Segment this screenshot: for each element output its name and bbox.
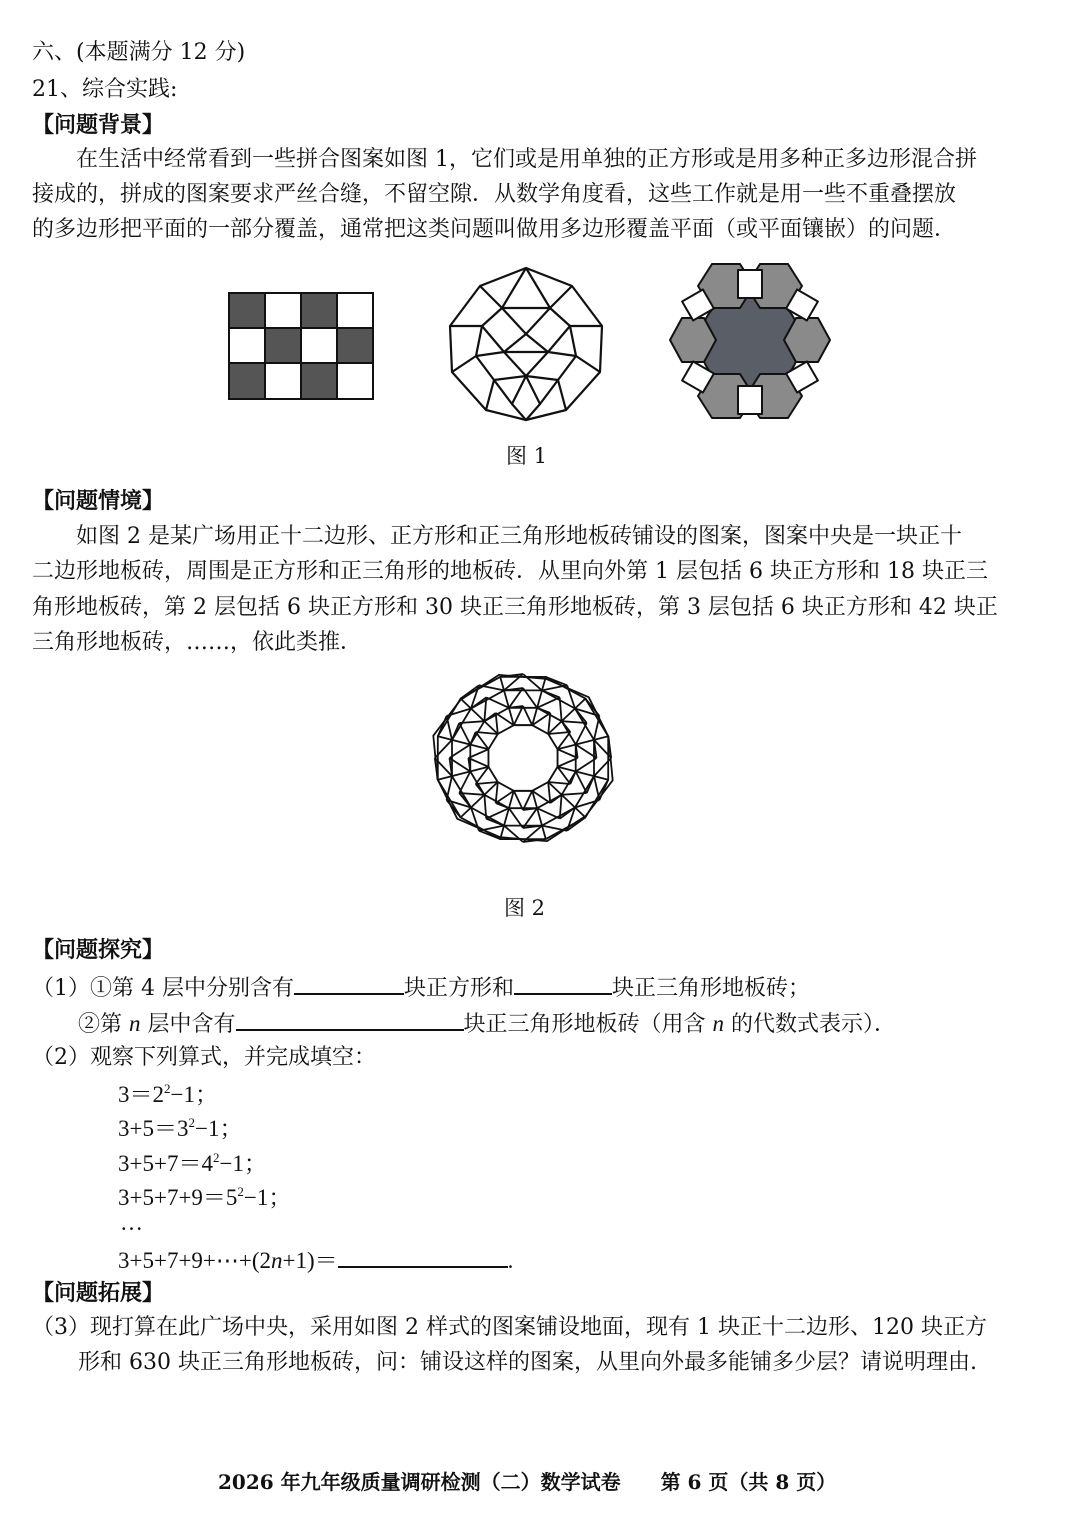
figure1-hexagon-ring-pattern bbox=[664, 262, 836, 422]
situation-paragraph-line-2: 二边形地板砖，周围是正方形和正三角形的地板砖．从里向外第 1 层包括 6 块正方形和 18 块正三 bbox=[32, 559, 988, 584]
equation-5-lhs-b: +1)＝ bbox=[282, 1248, 338, 1273]
background-paragraph-line-2: 接成的，拼成的图案要求严丝合缝，不留空隙．从数学角度看，这些工作就是用一些不重叠摆放 bbox=[32, 182, 957, 207]
equation-3-exponent: 2 bbox=[212, 1150, 220, 1165]
situation-paragraph-line-4: 三角形地板砖，……，依此类推． bbox=[32, 630, 363, 655]
figure2-dodecagon-tiling bbox=[426, 670, 620, 846]
extend-title: 【问题拓展】 bbox=[32, 1280, 165, 1306]
explore-title: 【问题探究】 bbox=[32, 937, 165, 963]
background-title: 【问题背景】 bbox=[32, 112, 165, 138]
equation-4-rhs: −1； bbox=[243, 1185, 292, 1210]
question-1b-variable-2: n bbox=[712, 1011, 725, 1036]
equation-2-exponent: 2 bbox=[188, 1115, 195, 1130]
figure1-checkerboard bbox=[228, 292, 374, 400]
equation-3-rhs: −1； bbox=[219, 1151, 267, 1176]
extend-paragraph-line-2: 形和 630 块正三角形地板砖，问：铺设这样的图案，从里向外最多能铺多少层？请说明理由. bbox=[78, 1350, 977, 1375]
problem-number: 21、综合实践: bbox=[32, 77, 178, 102]
equation-1 bbox=[118, 1080, 218, 1110]
question-1b-prefix: ②第 bbox=[78, 1012, 123, 1037]
question-1a-suffix: 块正三角形地板砖； bbox=[612, 976, 811, 1001]
situation-paragraph-line-3: 角形地板砖，第 2 层包括 6 块正方形和 30 块正三角形地板砖，第 3 层包括 6 块正方形和 42 块正 bbox=[32, 595, 998, 620]
footer-exam-title: 2026 年九年级质量调研检测（二）数学试卷 bbox=[218, 1470, 621, 1494]
section-heading: 六、(本题满分 12 分) bbox=[32, 40, 246, 65]
figure1-caption: 图 1 bbox=[506, 444, 548, 468]
equation-ellipsis: … bbox=[120, 1210, 143, 1235]
answer-blank-triangles-layer-n[interactable] bbox=[236, 1007, 464, 1031]
question-1a bbox=[32, 971, 810, 1004]
question-1a-mid: 块正方形和 bbox=[403, 976, 514, 1001]
background-paragraph-line-1: 在生活中经常看到一些拼合图案如图 1，它们或是用单独的正方形或是用多种正多边形混合拼 bbox=[76, 147, 977, 172]
question-1b-suffix: 块正三角形地板砖（用含 bbox=[463, 1012, 706, 1037]
question-1b-mid: 层中含有 bbox=[147, 1012, 236, 1037]
equation-3 bbox=[118, 1149, 267, 1179]
equation-4 bbox=[118, 1183, 291, 1213]
answer-blank-triangles-layer4[interactable] bbox=[514, 971, 612, 995]
situation-paragraph-line-1: 如图 2 是某广场用正十二边形、正方形和正三角形地板砖铺设的图案，图案中央是一块正十 bbox=[76, 524, 962, 549]
equation-4-exponent: 2 bbox=[237, 1184, 244, 1199]
equation-5 bbox=[118, 1244, 513, 1276]
question-1a-prefix: （1）①第 4 层中分别含有 bbox=[32, 976, 294, 1001]
situation-title: 【问题情境】 bbox=[32, 488, 165, 514]
equation-1-exponent: 2 bbox=[164, 1081, 171, 1096]
equation-1-lhs: 3＝2 bbox=[118, 1082, 164, 1107]
answer-blank-sum[interactable] bbox=[338, 1244, 508, 1268]
equation-2-rhs: −1； bbox=[194, 1116, 243, 1141]
equation-3-lhs: 3+5+7＝4 bbox=[118, 1151, 213, 1176]
equation-5-lhs-a: 3+5+7+9+⋯+(2 bbox=[118, 1248, 272, 1273]
equation-5-variable: n bbox=[271, 1248, 283, 1273]
figure1-triangle-square-pattern bbox=[442, 264, 610, 424]
extend-paragraph-line-1: （3）现打算在此广场中央，采用如图 2 样式的图案铺设地面，现有 1 块正十二边形、120 块正方 bbox=[32, 1315, 987, 1340]
equation-1-rhs: −1； bbox=[170, 1082, 218, 1107]
question-1b-end: 的代数式表示）． bbox=[731, 1012, 897, 1037]
question-1b bbox=[78, 1007, 896, 1040]
footer-page-number: 第 6 页（共 8 页） bbox=[660, 1470, 837, 1494]
answer-blank-squares-layer4[interactable] bbox=[294, 971, 404, 995]
equation-4-lhs: 3+5+7+9＝5 bbox=[118, 1185, 238, 1210]
question-2-prompt: （2）观察下列算式，并完成填空： bbox=[32, 1045, 376, 1070]
question-1b-variable: n bbox=[129, 1011, 141, 1036]
background-paragraph-line-3: 的多边形把平面的一部分覆盖，通常把这类问题叫做用多边形覆盖平面（或平面镶嵌）的问题． bbox=[32, 217, 957, 242]
equation-2-lhs: 3+5＝3 bbox=[118, 1116, 189, 1141]
equation-2 bbox=[118, 1114, 242, 1144]
page-footer bbox=[218, 1466, 836, 1495]
figure2-caption: 图 2 bbox=[504, 896, 546, 920]
equation-5-end: . bbox=[507, 1248, 514, 1273]
